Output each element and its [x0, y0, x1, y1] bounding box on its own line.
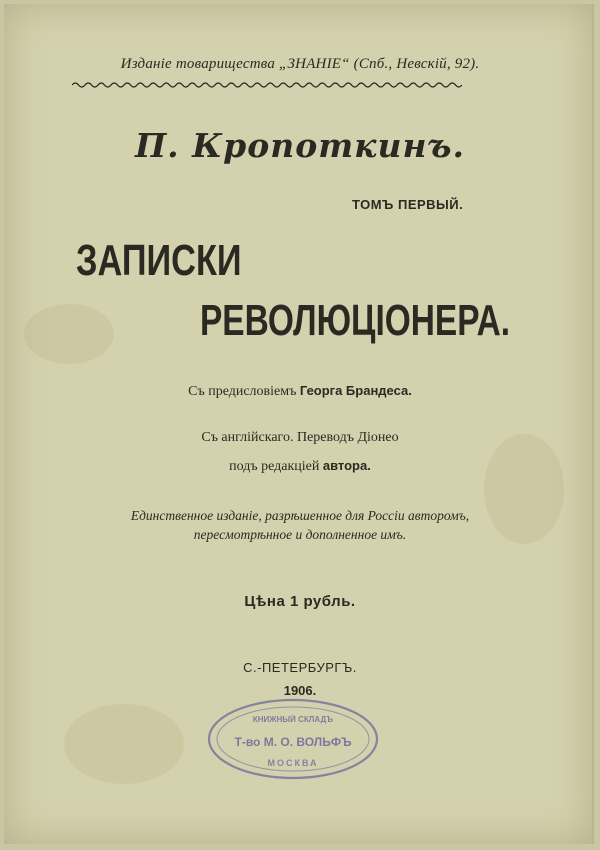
description-line-1: Единственное изданіе, разрѣшенное для Россіи авторомъ,	[130, 508, 470, 523]
paper-stain	[64, 704, 184, 784]
preface-line	[0, 383, 600, 400]
year-label: 1906.	[283, 683, 317, 698]
title-line-1: ЗАПИСКИ	[76, 236, 242, 285]
volume-label: ТОМЪ ПЕРВЫЙ.	[352, 197, 464, 212]
editor-word: автора.	[322, 458, 371, 473]
editor-line	[0, 458, 600, 475]
wavy-rule	[72, 80, 462, 90]
translation-line	[0, 430, 600, 446]
preface-prefix: Съ предисловіемъ	[188, 384, 297, 399]
stamp-line-2: Т-во М. О. ВОЛЬФЪ	[234, 735, 352, 749]
author-name: П. Кропоткинъ.	[134, 126, 466, 165]
translation-prefix: Съ англійскаго. Переводъ	[201, 430, 354, 445]
description-line-2: пересмотрѣнное и дополненное имъ.	[193, 527, 407, 542]
city-label: С.-ПЕТЕРБУРГЪ.	[243, 660, 357, 675]
publisher-line: Изданіе товарищества „ЗНАНІЕ“ (Спб., Невскій, 92).	[120, 56, 480, 72]
stamp-line-1: КНИЖНЫЙ СКЛАДЪ	[252, 715, 334, 724]
price-label: Цѣна 1 рубль.	[244, 593, 356, 610]
preface-name: Георга Брандеса.	[299, 383, 412, 398]
stamp-line-3: МОСКВА	[267, 758, 319, 768]
title-line-2: РЕВОЛЮЦІОНЕРА.	[200, 296, 511, 345]
editor-prefix: подъ редакціей	[229, 459, 320, 474]
translator-name: Діонео	[357, 430, 399, 445]
bookseller-stamp	[207, 698, 379, 780]
paper-stain	[24, 304, 114, 364]
